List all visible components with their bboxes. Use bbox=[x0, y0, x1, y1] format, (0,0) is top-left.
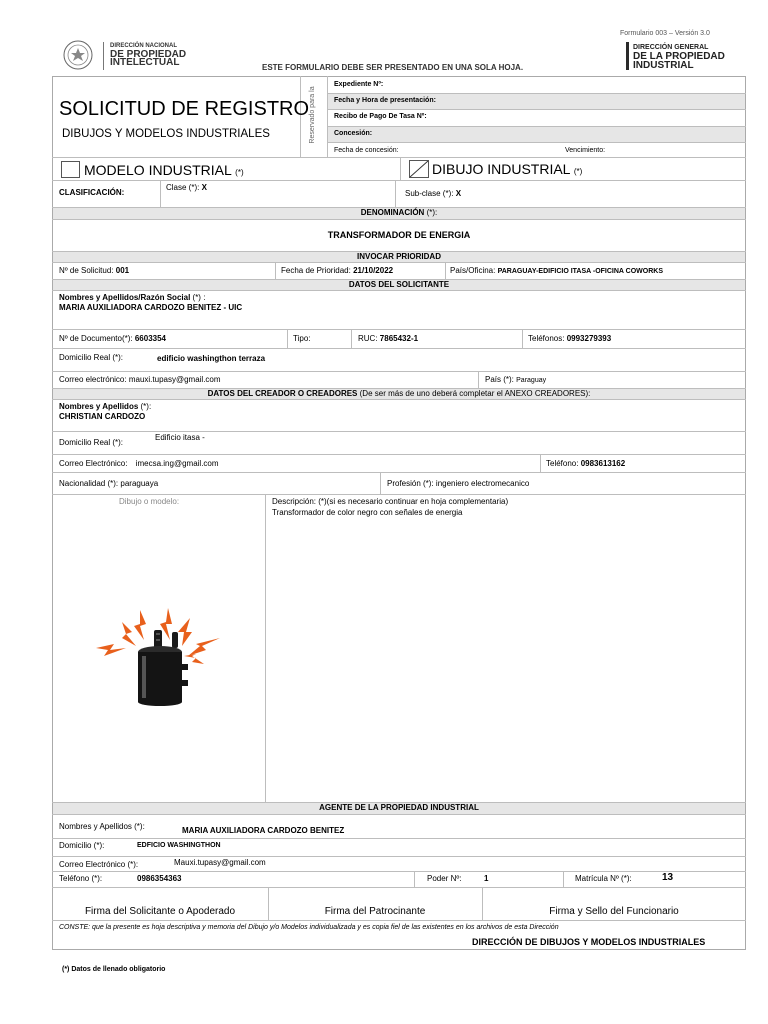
logo-right-line2: DE LA PROPIEDAD bbox=[633, 51, 725, 62]
solicitante-ruc-label: RUC: bbox=[358, 334, 378, 343]
solicitante-doc-label: Nº de Documento(*): bbox=[59, 334, 133, 343]
creador-nacionalidad-label: Nacionalidad (*): bbox=[59, 479, 119, 488]
transformer-drawing bbox=[92, 604, 224, 706]
clasificacion-label: CLASIFICACIÓN: bbox=[59, 188, 125, 197]
creador-correo-label: Correo Electrónico: bbox=[59, 459, 128, 468]
agente-tel-value[interactable]: 0986354363 bbox=[137, 874, 182, 883]
solicitante-domicilio-label: Domicilio Real (*): bbox=[59, 353, 124, 362]
form-notice: ESTE FORMULARIO DEBE SER PRESENTADO EN UNA SOLA HOJA. bbox=[262, 63, 524, 72]
denominacion-required: (*): bbox=[426, 208, 438, 217]
subclase-value[interactable]: X bbox=[455, 189, 462, 198]
prioridad-fecha-label: Fecha de Prioridad: bbox=[281, 266, 351, 275]
expediente-field[interactable]: Expediente Nº: bbox=[334, 81, 384, 88]
check-cross-icon bbox=[410, 161, 428, 177]
form-title: SOLICITUD DE REGISTRO bbox=[59, 98, 310, 120]
dibujo-label: Dibujo o modelo: bbox=[119, 497, 180, 506]
solicitante-tipo-label: Tipo: bbox=[293, 334, 311, 343]
subclase-label: Sub-clase (*): bbox=[405, 189, 454, 198]
agente-correo-value[interactable]: Mauxi.tupasy@gmail.com bbox=[174, 858, 266, 867]
firma-patrocinante[interactable]: Firma del Patrocinante bbox=[324, 906, 426, 917]
denominacion-value[interactable]: TRANSFORMADOR DE ENERGIA bbox=[327, 230, 471, 240]
agente-poder-label: Poder Nº: bbox=[427, 874, 462, 883]
dibujo-label: DIBUJO INDUSTRIAL bbox=[432, 161, 570, 177]
clase-value[interactable]: X bbox=[201, 183, 207, 192]
agente-poder-value[interactable]: 1 bbox=[484, 874, 489, 883]
modelo-checkbox[interactable] bbox=[61, 161, 80, 178]
creador-tel-value[interactable]: 0983613162 bbox=[580, 459, 626, 468]
obligatorio-note: (*) Datos de llenado obligatorio bbox=[62, 966, 166, 973]
agente-header: AGENTE DE LA PROPIEDAD INDUSTRIAL bbox=[319, 803, 479, 812]
descripcion-value[interactable]: Transformador de color negro con señales de energia bbox=[272, 508, 463, 517]
solicitante-header: DATOS DEL SOLICITANTE bbox=[348, 280, 450, 289]
prioridad-header: INVOCAR PRIORIDAD bbox=[356, 252, 441, 261]
solicitante-nombre-value[interactable]: MARIA AUXILIADORA CARDOZO BENITEZ - UIC bbox=[59, 303, 243, 312]
form-version: Formulario 003 – Versión 3.0 bbox=[620, 30, 710, 37]
creador-header-note: (De ser más de uno deberá completar el ANEXO CREADORES): bbox=[359, 389, 591, 398]
fecha-concesion-field[interactable]: Fecha de concesión: bbox=[334, 147, 399, 154]
form-subtitle: DIBUJOS Y MODELOS INDUSTRIALES bbox=[62, 128, 270, 140]
conste-text: CONSTE: que la presente es hoja descriptiva y memoria del Dibujo y/o Modelos individualizada y es copia fiel de las existentes en los archivos de esta Dirección bbox=[59, 924, 559, 931]
logo-left-line3: INTELECTUAL bbox=[110, 57, 180, 68]
logo-left-line2: DE PROPIEDAD bbox=[110, 49, 187, 60]
dinapi-logo bbox=[58, 40, 98, 70]
solicitante-correo-value[interactable]: mauxi.tupasy@gmail.com bbox=[128, 375, 221, 384]
dibujo-required: (*) bbox=[573, 167, 583, 176]
solicitante-doc-value[interactable]: 6603354 bbox=[134, 334, 167, 343]
prioridad-pais-value[interactable]: PARAGUAY-EDIFICIO ITASA -OFICINA COWORKS bbox=[497, 268, 664, 275]
agente-matricula-value[interactable]: 13 bbox=[662, 872, 674, 883]
firma-solicitante[interactable]: Firma del Solicitante o Apoderado bbox=[84, 906, 236, 917]
logo-left-line1: DIRECCIÓN NACIONAL bbox=[110, 43, 177, 49]
prioridad-fecha-value[interactable]: 21/10/2022 bbox=[353, 266, 394, 275]
creador-nombre-label: Nombres y Apellidos bbox=[59, 402, 139, 411]
prioridad-solicitud-label: Nº de Solicitud: bbox=[59, 266, 114, 275]
agente-domicilio-value[interactable]: EDFICIO WASHINGTHON bbox=[137, 842, 221, 849]
solicitante-correo-label: Correo electrónico: bbox=[59, 375, 127, 384]
clase-label: Clase (*): bbox=[166, 183, 200, 192]
denominacion-header: DENOMINACIÓN bbox=[360, 208, 425, 217]
agente-domicilio-label: Domicilio (*): bbox=[59, 841, 105, 850]
firma-funcionario[interactable]: Firma y Sello del Funcionario bbox=[549, 906, 679, 917]
transformer-icon bbox=[138, 630, 188, 706]
solicitante-ruc-value[interactable]: 7865432-1 bbox=[379, 334, 419, 343]
prioridad-solicitud-value[interactable]: 001 bbox=[115, 266, 130, 275]
solicitante-nombre-label: Nombres y Apellidos/Razón Social bbox=[59, 293, 191, 302]
agente-tel-label: Teléfono (*): bbox=[59, 874, 103, 883]
creador-domicilio-label: Domicilio Real (*): bbox=[59, 438, 124, 447]
reserved-label: Reservado para la bbox=[309, 86, 316, 144]
solicitante-nombre-required: (*) : bbox=[192, 293, 206, 302]
vencimiento-field[interactable]: Vencimiento: bbox=[565, 147, 606, 154]
agente-nombre-value[interactable]: MARIA AUXILIADORA CARDOZO BENITEZ bbox=[182, 826, 345, 835]
agente-matricula-label: Matrícula Nº (*): bbox=[575, 874, 632, 883]
agente-correo-label: Correo Electrónico (*): bbox=[59, 860, 139, 869]
creador-domicilio-value[interactable]: Edificio itasa - bbox=[155, 433, 205, 442]
modelo-required: (*) bbox=[235, 168, 244, 177]
creador-correo-value[interactable]: imecsa.ing@gmail.com bbox=[135, 459, 219, 468]
agente-nombre-label: Nombres y Apellidos (*): bbox=[59, 822, 145, 831]
creador-profesion-value[interactable]: ingeniero electromecanico bbox=[435, 479, 530, 488]
logo-right-line1: DIRECCIÓN GENERAL bbox=[633, 44, 709, 51]
creador-header: DATOS DEL CREADOR O CREADORES bbox=[207, 389, 358, 398]
solicitante-tel-label: Teléfonos: bbox=[528, 334, 565, 343]
solicitante-tel-value[interactable]: 0993279393 bbox=[566, 334, 612, 343]
prioridad-pais-label: País/Oficina: bbox=[450, 266, 496, 275]
logo-right-line3: INDUSTRIAL bbox=[633, 60, 694, 71]
creador-profesion-label: Profesión (*): bbox=[387, 479, 434, 488]
creador-tel-label: Teléfono: bbox=[546, 459, 579, 468]
creador-nombre-required: (*): bbox=[140, 402, 152, 411]
direccion-footer: DIRECCIÓN DE DIBUJOS Y MODELOS INDUSTRIALES bbox=[472, 937, 706, 947]
descripcion-label: Descripción: (*)(si es necesario continuar en hoja complementaria) bbox=[272, 497, 509, 506]
solicitante-pais-label: País (*): bbox=[485, 375, 514, 384]
recibo-field[interactable]: Recibo de Pago De Tasa Nº: bbox=[334, 113, 427, 120]
modelo-label: MODELO INDUSTRIAL bbox=[84, 162, 232, 178]
solicitante-domicilio-value[interactable]: edificio washingthon terraza bbox=[157, 354, 266, 363]
fecha-hora-field[interactable]: Fecha y Hora de presentación: bbox=[334, 97, 436, 104]
dibujo-checkbox[interactable] bbox=[409, 160, 429, 178]
solicitante-pais-value[interactable]: Paraguay bbox=[516, 377, 547, 384]
concesion-field[interactable]: Concesión: bbox=[334, 130, 373, 137]
creador-nacionalidad-value[interactable]: paraguaya bbox=[120, 479, 159, 488]
creador-nombre-value[interactable]: CHRISTIAN CARDOZO bbox=[59, 412, 146, 421]
